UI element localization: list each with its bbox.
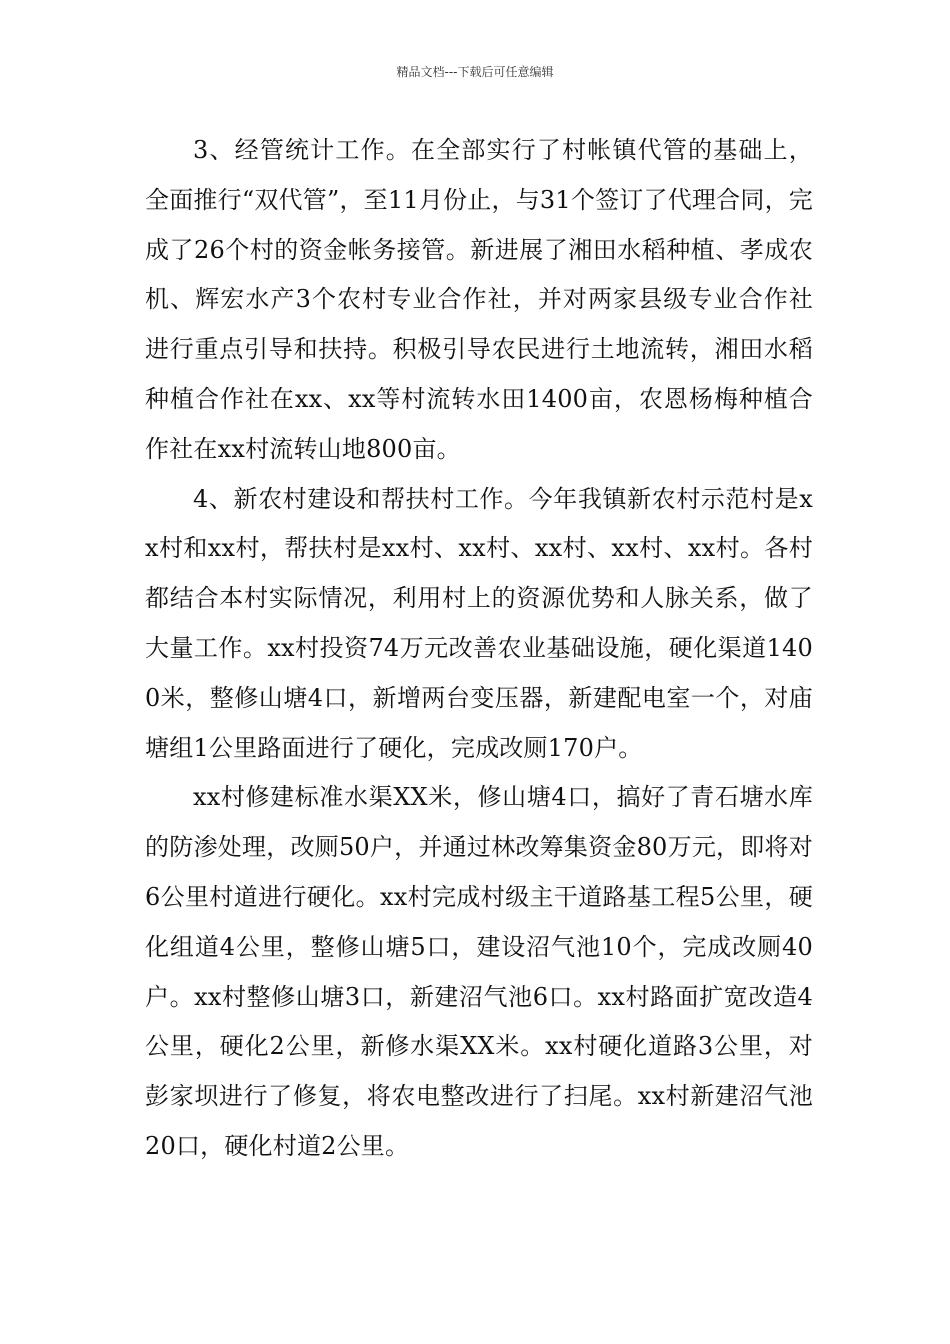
page-header: 精品文档---下载后可任意编辑	[396, 65, 554, 79]
paragraph-statistics-work: 3、经管统计工作。在全部实行了村帐镇代管的基础上，全面推行“双代管”，至11月份止，与31个签订了代理合同，完成了26个村的资金帐务接管。新进展了湘田水稻种植、孝成农机、辉宏水产3个农村专业合作社，并对两家县级专业合作社进行重点引导和扶持。积极引导农民进行土地流转，湘田水稻种植合作社在xx、xx等村流转水田1400亩，农恩杨梅种植合作社在xx村流转山地800亩。	[145, 136, 813, 463]
paragraph-village-projects: xx村修建标准水渠XX米，修山塘4口，搞好了青石塘水库的防渗处理，改厕50户，并通过林改筹集资金80万元，即将对6公里村道进行硬化。xx村完成村级主干道路基工程5公里，硬化组道4公里，整修山塘5口，建设沼气池10个，完成改厕40户。xx村整修山塘3口，新建沼气池6口。xx村路面扩宽改造4公里，硬化2公里，新修水渠XX米。xx村硬化道路3公里，对彭家坝进行了修复，将农电整改进行了扫尾。xx村新建沼气池20口，硬化村道2公里。	[145, 783, 813, 1160]
paragraph-rural-construction: 4、新农村建设和帮扶村工作。今年我镇新农村示范村是xx村和xx村，帮扶村是xx村、xx村、xx村、xx村、xx村。各村都结合本村实际情况，利用村上的资源优势和人脉关系，做了大量工作。xx村投资74万元改善农业基础设施，硬化渠道1400米，整修山塘4口，新增两台变压器，新建配电室一个，对庙塘组1公里路面进行了硬化，完成改厕170户。	[145, 484, 813, 762]
document-body	[145, 126, 813, 1172]
